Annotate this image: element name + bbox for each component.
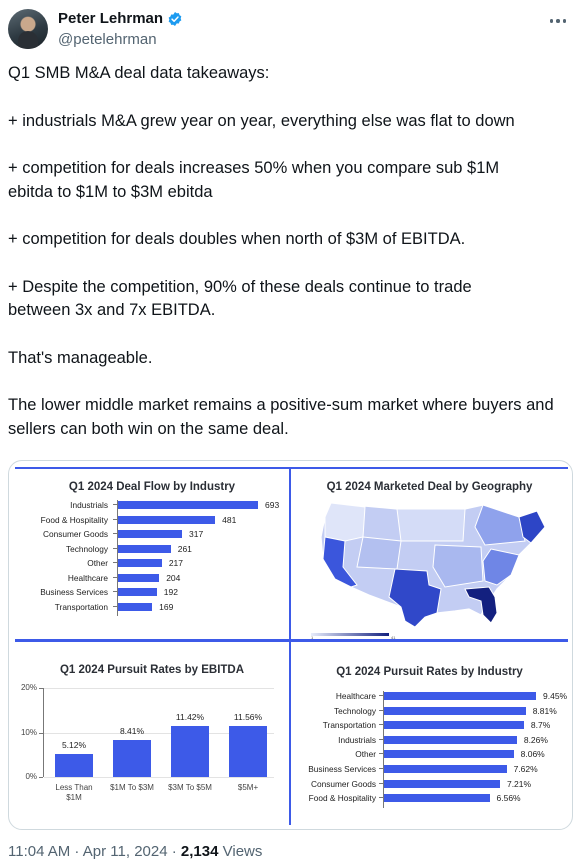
views-label: Views [218, 843, 263, 860]
deal-flow-bar [118, 574, 159, 582]
tweet-date[interactable]: Apr 11, 2024 [82, 843, 168, 860]
industry-pursuit-category-label: Industrials [338, 734, 376, 745]
ebitda-y-tick-label: 0% [25, 772, 37, 781]
ebitda-bar [229, 726, 267, 777]
map-region-plains [397, 509, 465, 541]
tweet-paragraph: The lower middle market remains a positive-sum market where buyers and sellers can both win on the same deal. [8, 396, 554, 438]
map-region-northwest [325, 503, 365, 541]
deal-flow-tick [113, 606, 117, 607]
ebitda-y-tick [39, 688, 43, 689]
deal-flow-bar [118, 603, 152, 611]
deal-flow-tick [113, 548, 117, 549]
ebitda-gridline [44, 777, 274, 778]
tweet-footer [8, 843, 262, 860]
industry-pursuit-value-label: 7.62% [513, 764, 538, 774]
deal-flow-category-label: Other [87, 558, 108, 568]
deal-flow-bar [118, 588, 157, 596]
ebitda-bar [55, 754, 93, 777]
industry-pursuit-category-label: Consumer Goods [310, 778, 376, 789]
deal-flow-category-label: Business Services [40, 587, 108, 597]
ebitda-title: Q1 2024 Pursuit Rates by EBITDA [59, 664, 245, 676]
ebitda-category-label: Less Than $1M [55, 783, 93, 802]
industry-pursuit-value-label: 8.06% [520, 749, 545, 760]
ebitda-value-label: 5.12% [61, 740, 87, 751]
deal-flow-value-label: 317 [189, 529, 204, 539]
industry-pursuit-bar [384, 736, 517, 744]
industry-pursuit-category-label: Healthcare [335, 691, 376, 701]
tweet-media-image[interactable] [8, 460, 573, 830]
industry-pursuit-tick [379, 768, 383, 769]
deal-flow-category-label: Healthcare [67, 572, 108, 583]
footer-separator: · [70, 843, 83, 860]
deal-flow-value-label: 192 [163, 587, 178, 597]
deal-flow-tick [113, 504, 117, 505]
ebitda-bar [113, 740, 151, 777]
deal-flow-category-label: Transportation [54, 601, 108, 612]
ebitda-bar [171, 726, 209, 777]
industry-pursuit-bar [384, 692, 536, 700]
ebitda-value-label: 11.42% [175, 712, 205, 723]
industry-pursuit-category-label: Food & Hospitality [308, 793, 376, 804]
footer-separator: · [167, 843, 181, 860]
industry-pursuit-bar [384, 721, 524, 729]
deal-flow-bar [118, 530, 182, 538]
deal-flow-category-label: Industrials [70, 500, 108, 510]
tweet-paragraph: + Despite the competition, 90% of these deals continue to trade between 3x and 7x EBITDA. [8, 277, 472, 319]
industry-pursuit-value-label: 8.7% [530, 720, 551, 731]
geography-title: Q1 2024 Marketed Deal by Geography [326, 481, 533, 493]
ebitda-y-tick-label: 20% [20, 683, 37, 692]
deal-flow-value-label: 169 [159, 601, 174, 612]
tweet-paragraph: + industrials M&A grew year on year, everything else was flat to down [8, 111, 515, 130]
us-heatmap [305, 497, 555, 637]
deal-flow-category-label: Food & Hospitality [40, 514, 108, 525]
frame-top-line [15, 467, 568, 469]
industry-pursuit-value-label: 7.21% [506, 778, 532, 789]
avatar[interactable] [8, 9, 48, 49]
ebitda-value-label: 11.56% [233, 711, 263, 722]
industry-pursuit-tick [379, 739, 383, 740]
industry-pursuit-value-label: 8.26% [523, 734, 548, 745]
deal-flow-bar [118, 545, 171, 553]
map-region-great-lakes [475, 505, 525, 545]
deal-flow-value-label: 693 [265, 500, 280, 510]
frame-middle-line [15, 639, 568, 642]
infographic [15, 467, 568, 825]
industry-pursuit-value-label: 9.45% [543, 691, 568, 701]
industry-pursuit-category-label: Business Services [308, 764, 376, 774]
verified-badge-icon [167, 11, 183, 27]
author-name-row [58, 10, 183, 27]
ebitda-category-label: $1M To $3M [110, 783, 154, 792]
industry-pursuit-tick [379, 753, 383, 754]
more-options-icon[interactable] [547, 14, 569, 28]
deal-flow-tick [113, 591, 117, 592]
map-region-southeast [483, 549, 519, 585]
industry-pursuit-tick [379, 797, 383, 798]
deal-flow-tick [113, 519, 117, 520]
industry-pursuit-category-label: Technology [334, 705, 376, 716]
industry-pursuit-title: Q1 2024 Pursuit Rates by Industry [336, 666, 523, 678]
tweet-header [8, 6, 575, 52]
tweet-paragraph: Q1 SMB M&A deal data takeaways: [8, 64, 270, 82]
author-handle[interactable]: @petelehrman [58, 31, 157, 48]
ebitda-category-label: $5M+ [237, 783, 259, 792]
industry-pursuit-tick [379, 710, 383, 711]
deal-flow-value-label: 204 [166, 572, 181, 583]
map-region-mountain [357, 537, 401, 569]
ebitda-y-tick [39, 777, 43, 778]
map-legend-gradient [311, 633, 401, 639]
industry-pursuit-bar [384, 765, 507, 773]
author-display-name[interactable]: Peter Lehrman [58, 10, 164, 27]
deal-flow-value-label: 481 [222, 514, 237, 525]
industry-pursuit-tick [379, 783, 383, 784]
deal-flow-value-label: 261 [177, 543, 192, 554]
industry-pursuit-value-label: 6.56% [496, 793, 521, 804]
tweet-paragraph: + competition for deals increases 50% when you compare sub $1M ebitda to $1M to $3M ebitda [8, 159, 500, 201]
ebitda-value-label: 8.41% [119, 725, 145, 736]
deal-flow-bar [118, 501, 258, 509]
industry-pursuit-category-label: Other [355, 749, 376, 760]
deal-flow-bar [118, 559, 162, 567]
deal-flow-title: Q1 2024 Deal Flow by Industry [68, 481, 236, 493]
industry-pursuit-bar [384, 707, 526, 715]
industry-pursuit-value-label: 8.81% [532, 705, 557, 716]
industry-pursuit-tick [379, 724, 383, 725]
deal-flow-category-label: Consumer Goods [42, 529, 108, 539]
tweet-text [8, 62, 568, 441]
deal-flow-category-label: Technology [66, 543, 108, 554]
industry-pursuit-bar [384, 794, 490, 802]
ebitda-gridline [44, 688, 274, 689]
deal-flow-bar [118, 516, 215, 524]
map-legend-max: 41 [391, 635, 396, 640]
industry-pursuit-category-label: Transportation [322, 720, 376, 731]
ebitda-y-tick [39, 733, 43, 734]
tweet-paragraph: + competition for deals doubles when north of $3M of EBITDA. [8, 230, 466, 248]
deal-flow-tick [113, 577, 117, 578]
deal-flow-tick [113, 562, 117, 563]
ebitda-category-label: $3M To $5M [168, 783, 212, 792]
deal-flow-value-label: 217 [168, 558, 184, 568]
industry-pursuit-tick [379, 695, 383, 696]
views-count: 2,134 [180, 843, 219, 860]
tweet-paragraph: That's manageable. [8, 348, 153, 367]
industry-pursuit-bar [384, 750, 514, 758]
industry-pursuit-bar [384, 780, 500, 788]
deal-flow-tick [113, 533, 117, 534]
tweet-time[interactable]: 11:04 AM [8, 843, 71, 860]
map-legend-min: 1 [311, 635, 314, 640]
ebitda-y-tick-label: 10% [20, 727, 37, 737]
